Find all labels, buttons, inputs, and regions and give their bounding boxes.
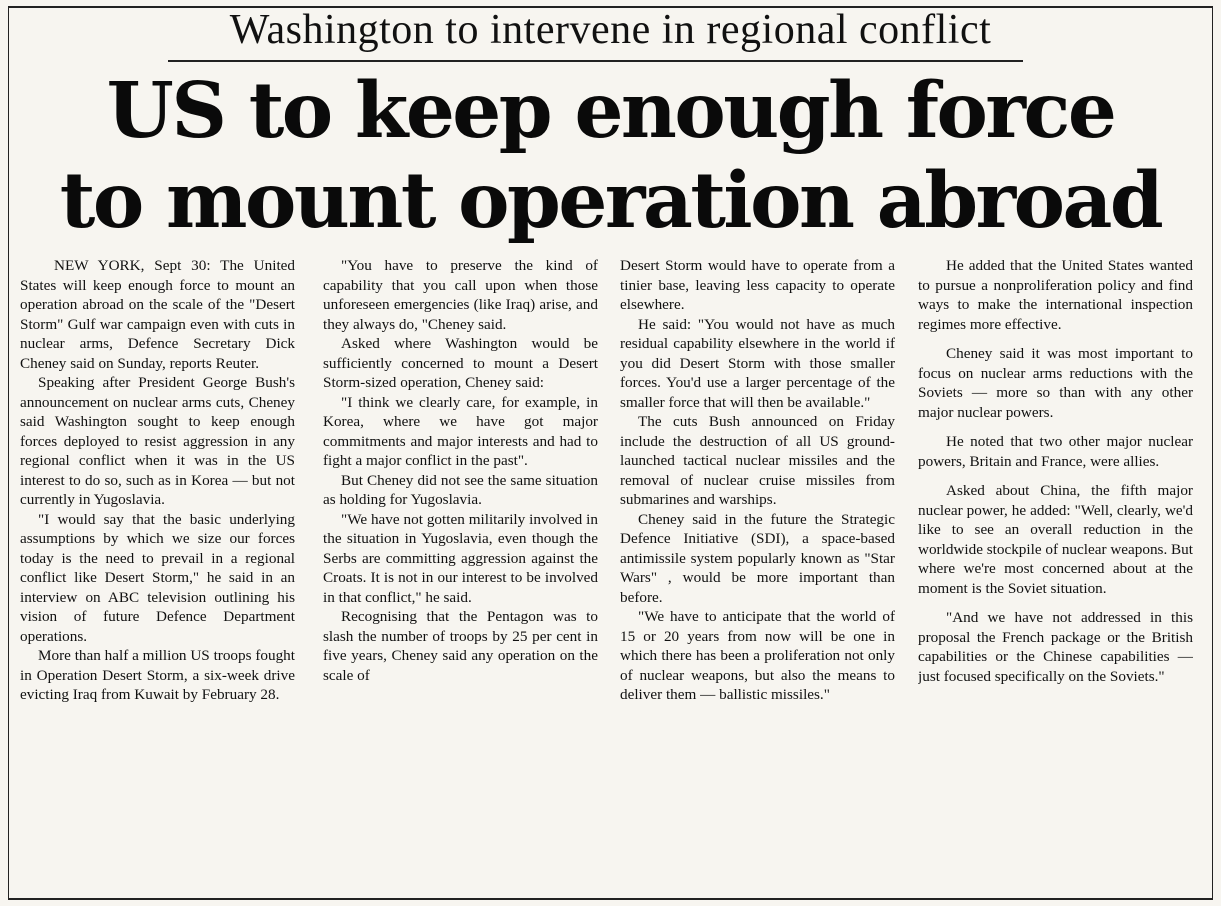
paragraph: He noted that two other major nuclear powers, Britain and France, were allies. (918, 433, 1193, 470)
headline-line-2: to mount operation abroad (59, 156, 1162, 246)
kicker-rule (168, 60, 1023, 62)
paragraph: "I think we clearly care, for example, in Korea, where we have got major commitments and major interests and had to fight a major conflict in the past". (323, 393, 598, 469)
paragraph: "I would say that the basic underlying assumptions by which we size our forces today is the need to prevail in a regional conflict like Desert Storm," he said in an interview on ABC television outlining his vision of future Defence Department operations. (20, 510, 295, 645)
column-3 (620, 256, 895, 896)
bottom-rule (8, 898, 1213, 900)
column-4 (918, 256, 1193, 896)
column-2 (323, 256, 598, 896)
kicker-headline: Washington to intervene in regional conflict (229, 7, 992, 53)
paragraph: Asked about China, the fifth major nuclear power, he added: "Well, clearly, we'd like to see an overall reduction in the worldwide stockpile of nuclear weapons. But where we're most concerned about at the moment is the Soviet situation. (918, 482, 1193, 597)
paragraph: NEW YORK, Sept 30: The United States will keep enough force to mount an operation abroad on the scale of the "Desert Storm" Gulf war campaign even with cuts in nuclear arms, Defence Secretary Dick Cheney said on Sunday, reports Reuter. (20, 257, 295, 372)
headline-line-1: US to keep enough force (106, 66, 1115, 156)
paragraph: Recognising that the Pentagon was to slash the number of troops by 25 per cent in five years, Cheney said any operation on the scale of (323, 608, 598, 684)
paragraph: He added that the United States wanted to pursue a nonproliferation policy and find ways to make the international inspection regimes more effective. (918, 257, 1193, 333)
paragraph: Desert Storm would have to operate from a tinier base, leaving less capacity to operate elsewhere. (620, 257, 895, 313)
paragraph: Cheney said it was most important to focus on nuclear arms reductions with the Soviets — more so than with any other major nuclear powers. (918, 345, 1193, 421)
column-1 (20, 256, 295, 896)
paragraph: "We have to anticipate that the world of 15 or 20 years from now will be one in which there has been a proliferation not only of nuclear weapons, but also the means to deliver them — ballistic missiles." (620, 608, 895, 703)
paragraph: "And we have not addressed in this proposal the French package or the British capabilities or the Chinese capabilities — just focused specifically on the Soviets." (918, 609, 1193, 685)
paragraph: Speaking after President George Bush's announcement on nuclear arms cuts, Cheney said Washington sought to keep enough forces deployed to resist aggression in any regional conflict when it was in the US interest to do so, such as in Korea — but not currently in Yugoslavia. (20, 374, 295, 508)
paragraph: He said: "You would not have as much residual capability elsewhere in the world if you did Desert Storm with those smaller forces. You'd use a larger percentage of the smaller force that will then be available." (620, 315, 895, 411)
paragraph: Cheney said in the future the Strategic Defence Initiative (SDI), a space-based antimissile system popularly known as "Star Wars" , would be more important than before. (620, 510, 895, 606)
paragraph: More than half a million US troops fought in Operation Desert Storm, a six-week drive evicting Iraq from Kuwait by February 28. (20, 647, 295, 703)
paragraph: "We have not gotten militarily involved in the situation in Yugoslavia, even though the Serbs are committing aggression against the Croats. It is not in our interest to be involved in that conflict," he said. (323, 510, 598, 606)
main-headline (0, 66, 1221, 246)
paragraph: But Cheney did not see the same situation as holding for Yugoslavia. (323, 471, 598, 508)
paragraph: The cuts Bush announced on Friday include the destruction of all US ground-launched tactical nuclear missiles and the removal of nuclear cruise missiles from submarines and warships. (620, 413, 895, 508)
paragraph: Asked where Washington would be sufficiently concerned to mount a Desert Storm-sized operation, Cheney said: (323, 335, 598, 391)
paragraph: "You have to preserve the kind of capability that you call upon when those unforeseen emergencies (like Iraq) arise, and they always do, "Cheney said. (323, 257, 598, 333)
article-body (20, 256, 1205, 896)
